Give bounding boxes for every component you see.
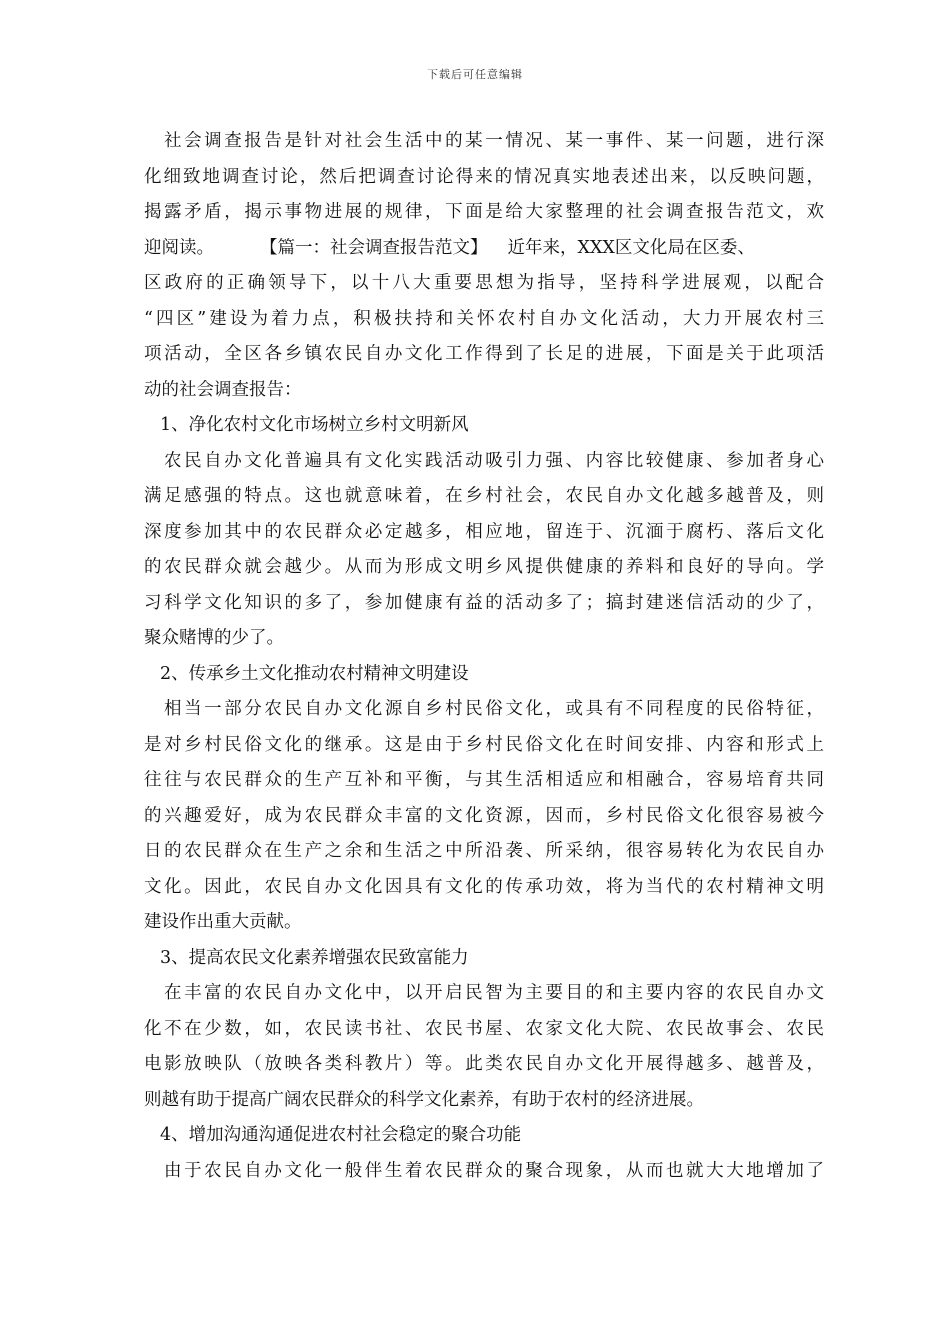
paragraph-line: 化不在少数，如，农民读书社、农民书屋、农家文化大院、农民故事会、农民 bbox=[144, 1018, 824, 1039]
paragraph-line: “四区”建设为着力点，积极扶持和关怀农村自办文化活动，大力开展农村三 bbox=[144, 308, 824, 329]
paragraph-line: 聚众赌博的少了。 bbox=[144, 628, 284, 648]
paragraph-line: 在丰富的农民自办文化中，以开启民智为主要目的和主要内容的农民自办文 bbox=[164, 983, 824, 1003]
paragraph-line: 的兴趣爱好，成为农民群众丰富的文化资源，因而，乡村民俗文化很容易被今 bbox=[144, 805, 824, 826]
paragraph-line: 动的社会调查报告： bbox=[144, 379, 302, 400]
subheading-4: 4、增加沟通沟通促进农村社会稳定的聚合功能 bbox=[160, 1125, 522, 1145]
paragraph-line: 日的农民群众在生产之余和生活之中所沿袭、所采纳，很容易转化为农民自办 bbox=[144, 841, 824, 861]
paragraph-line: 相当一部分农民自办文化源自乡村民俗文化，或具有不同程度的民俗特征， bbox=[164, 699, 824, 719]
document-body bbox=[144, 124, 824, 1189]
page-header: 下载后可任意编辑 bbox=[427, 68, 523, 81]
paragraph-line: 往往与农民群众的生产互补和平衡，与其生活相适应和相融合，容易培育共同 bbox=[144, 770, 824, 790]
paragraph-line: 则越有助于提高广阔农民群众的科学文化素养，有助于农村的经济进展。 bbox=[144, 1089, 704, 1110]
subheading-2: 2、传承乡土文化推动农村精神文明建设 bbox=[160, 663, 469, 684]
intro-ending: 迎阅读。 bbox=[144, 237, 214, 258]
paragraph-line: 由于农民自办文化一般伴生着农民群众的聚合现象，从而也就大大地增加了 bbox=[164, 1160, 824, 1181]
body-start: 近年来，XXX区文化局在区委、 bbox=[507, 237, 755, 258]
paragraph-line: 项活动，全区各乡镇农民自办文化工作得到了长足的进展，下面是关于此项活 bbox=[144, 344, 824, 364]
paragraph-line bbox=[144, 231, 824, 267]
paragraph-line: 建设作出重大贡献。 bbox=[144, 912, 302, 932]
paragraph-line: 揭露矛盾，揭示事物进展的规律，下面是给大家整理的社会调查报告范文，欢 bbox=[144, 202, 824, 222]
paragraph-line: 满足感强的特点。这也就意味着，在乡村社会，农民自办文化越多越普及，则 bbox=[144, 486, 824, 506]
paragraph-line: 习科学文化知识的多了，参加健康有益的活动多了；搞封建迷信活动的少了， bbox=[144, 592, 824, 613]
paragraph-line: 社会调查报告是针对社会生活中的某一情况、某一事件、某一问题，进行深 bbox=[164, 131, 824, 151]
paragraph-line: 区政府的正确领导下，以十八大重要思想为指导，坚持科学进展观，以配合 bbox=[144, 273, 824, 293]
subheading-1: 1、净化农村文化市场树立乡村文明新风 bbox=[160, 415, 469, 435]
paragraph-line: 的农民群众就会越少。从而为形成文明乡风提供健康的养料和良好的导向。学 bbox=[144, 557, 824, 577]
paragraph-line: 电影放映队（放映各类科教片）等。此类农民自办文化开展得越多、越普及， bbox=[144, 1054, 824, 1074]
paragraph-line: 深度参加其中的农民群众必定越多，相应地，留连于、沉湎于腐朽、落后文化 bbox=[144, 521, 824, 542]
paragraph-line: 是对乡村民俗文化的继承。这是由于乡村民俗文化在时间安排、内容和形式上 bbox=[144, 734, 824, 755]
section-title: 【篇一：社会调查报告范文】 bbox=[260, 237, 488, 258]
paragraph-line: 农民自办文化普遍具有文化实践活动吸引力强、内容比较健康、参加者身心 bbox=[164, 450, 824, 471]
paragraph-line: 文化。因此，农民自办文化因具有文化的传承功效，将为当代的农村精神文明 bbox=[144, 876, 824, 897]
subheading-3: 3、提高农民文化素养增强农民致富能力 bbox=[160, 947, 469, 968]
paragraph-line: 化细致地调查讨论，然后把调查讨论得来的情况真实地表述出来，以反映问题， bbox=[144, 166, 824, 187]
